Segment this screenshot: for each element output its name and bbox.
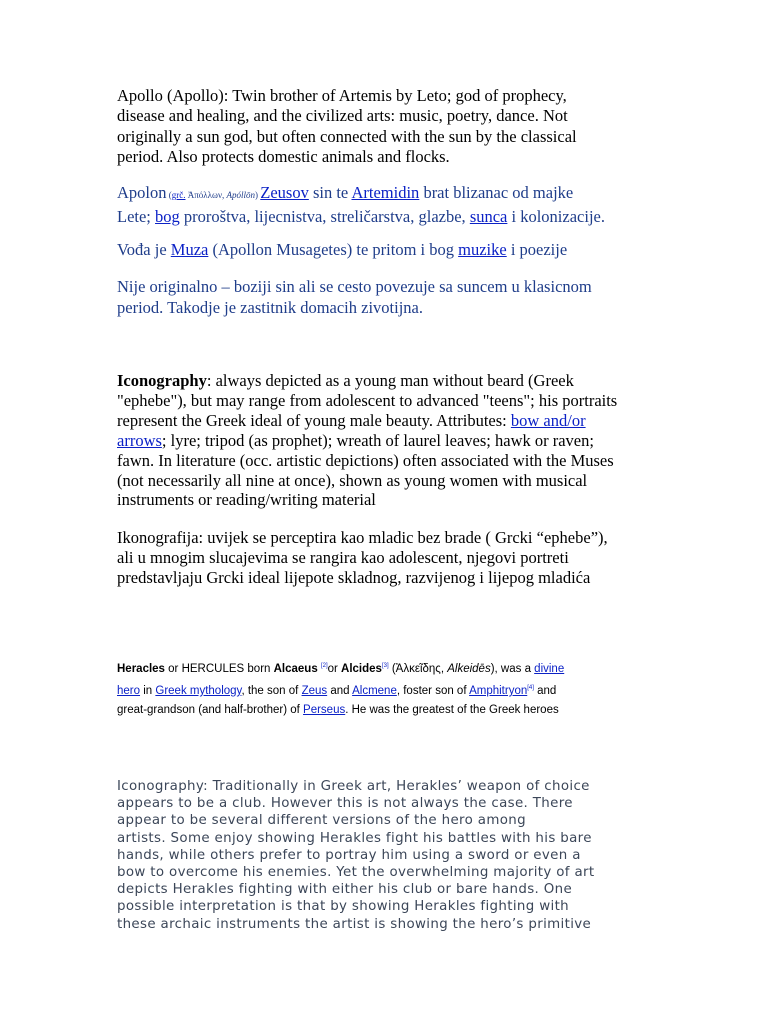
hyperlink[interactable]: Zeusov [260, 183, 309, 202]
text-line: appear to be several different versions of the hero among [117, 813, 526, 829]
text-run: , foster son of [396, 685, 470, 697]
text-run: "ephebe"), but may range from adolescent to advanced "teens"; his portraits [117, 390, 618, 410]
text-run: Vođa je [117, 240, 171, 259]
text-line: appears to be a club. However this is not always the case. There [117, 796, 573, 812]
text-line: these archaic instruments the artist is showing the hero’s primitive [117, 916, 592, 932]
hyperlink[interactable]: divine [534, 663, 565, 675]
text-run: in [140, 685, 156, 697]
text-run: period. Takodje je zastitnik domacih zivotijna. [117, 297, 423, 317]
text-line [117, 239, 567, 260]
iconography-croatian-paragraph [117, 528, 608, 588]
hyperlink[interactable]: hero [117, 685, 141, 697]
text-run: (not necessarily all nine at once), shown as young women with musical [117, 470, 588, 490]
apollo-english-paragraph [117, 86, 577, 167]
text-line [117, 411, 617, 431]
text-run: and [327, 685, 353, 697]
text-line [117, 371, 617, 391]
hyperlink[interactable]: Greek mythology [155, 685, 242, 697]
text-run: Alkeidēs [447, 663, 491, 675]
text-line [117, 701, 564, 720]
hyperlink[interactable]: bog [155, 207, 180, 226]
text-run: ; lyre; tripod (as prophet); wreath of laurel leaves; hawk or raven; [161, 430, 594, 450]
text-run: i kolonizacije. [507, 207, 605, 226]
muse-paragraph [117, 239, 567, 260]
text-line [117, 490, 617, 510]
text-line [117, 568, 608, 588]
text-line [117, 298, 592, 319]
hyperlink[interactable]: Artemidin [351, 183, 420, 202]
text-run: Heracles [117, 663, 165, 675]
text-run: Alcides [341, 663, 382, 675]
text-run: , the son of [241, 685, 302, 697]
text-line [117, 548, 608, 568]
text-run: instruments or reading/writing material [117, 490, 376, 510]
text-run: and [533, 685, 557, 697]
text-run: Apolon [117, 183, 167, 202]
text-run: Ikonografija: uvijek se perceptira kao mladic bez brade ( Grcki “ephebe”), [117, 528, 608, 547]
text-line: hands, while others prefer to portray him using a sword or even a [117, 847, 581, 863]
hyperlink[interactable]: muzike [458, 240, 507, 259]
text-run: : always depicted as a young man without beard (Greek [206, 371, 574, 390]
text-line: bow to overcome his enemies. Yet the overwhelming majority of art [117, 865, 595, 881]
text-run: proroštva, lijecnistva, streličarstva, glazbe, [179, 207, 470, 226]
hyperlink[interactable]: bow and/or [510, 410, 586, 430]
text-run: i poezije [506, 240, 568, 259]
text-line [117, 147, 577, 167]
text-line: Iconography: Traditionally in Greek art, Herakles’ weapon of choice [117, 779, 590, 794]
heracles-paragraph [117, 657, 564, 720]
text-run: or [327, 663, 342, 675]
text-line [117, 679, 564, 701]
hyperlink[interactable]: Perseus [303, 704, 346, 716]
text-line [117, 391, 617, 411]
text-line [117, 451, 617, 471]
text-run: period. Also protects domestic animals and flocks. [117, 146, 450, 166]
text-line [117, 431, 617, 451]
text-line: possible interpretation is that by showing Herakles fighting with [117, 899, 570, 915]
text-run: brat blizanac od majke [419, 183, 574, 202]
sun-croatian-paragraph [117, 277, 592, 318]
text-line [117, 528, 608, 548]
text-run: Ἀπόλλων, [185, 190, 227, 200]
text-run: represent the Greek ideal of young male beauty. Attributes: [117, 410, 511, 430]
apollo-croatian-paragraph [117, 182, 605, 227]
footnote-ref-link[interactable]: [3] [381, 663, 389, 669]
text-run: Alcaeus [273, 663, 318, 675]
text-line [117, 657, 564, 679]
text-run: or HERCULES born [164, 663, 274, 675]
text-run: Iconography [117, 371, 207, 390]
text-run: Apóllōn [226, 190, 256, 200]
hyperlink[interactable]: Alcmene [352, 685, 397, 697]
text-run: great-grandson (and half-brother) of [117, 704, 304, 716]
footnote-ref-link[interactable]: [2] [320, 663, 328, 669]
text-run: ) [255, 190, 261, 200]
text-run: fawn. In literature (occ. artistic depictions) often associated with the Muses [117, 450, 614, 470]
hyperlink[interactable]: grč. [171, 190, 186, 200]
text-line [117, 277, 592, 298]
text-line [117, 471, 617, 491]
hyperlink[interactable]: Zeus [301, 685, 328, 697]
text-run: predstavljaju Grcki ideal lijepote skladnog, razvijenog i lijepog mladića [117, 568, 591, 587]
hyperlink[interactable]: Amphitryon [469, 685, 528, 697]
text-run: ali u mnogim slucajevima se rangira kao adolescent, njegovi portreti [117, 548, 569, 567]
text-line [117, 127, 577, 147]
text-line [117, 106, 577, 126]
footnote-ref-link[interactable]: [4] [527, 685, 534, 691]
heracles-iconography-paragraph [117, 778, 595, 933]
text-run: ( [166, 190, 172, 200]
text-run: sin te [308, 183, 352, 202]
text-line [117, 86, 577, 106]
text-run: Apollo (Apollo): Twin brother of Artemis by Leto; god of prophecy, [117, 86, 567, 105]
text-run: . He was the greatest of the Greek heroes [345, 704, 559, 716]
text-run: disease and healing, and the civilized arts: music, poetry, dance. Not [117, 106, 568, 126]
hyperlink[interactable]: Muza [170, 240, 209, 259]
text-line [117, 182, 605, 206]
text-line: depicts Herakles fighting with either his club or bare hands. One [117, 882, 573, 898]
text-run: Lete; [117, 207, 156, 226]
text-run: Nije originalno – boziji sin ali se cesto povezuje sa suncem u klasicnom [117, 277, 592, 296]
text-line: artists. Some enjoy showing Herakles fight his battles with his bare [117, 830, 592, 846]
text-run: ), was a [490, 663, 535, 675]
text-run: (Ἀλκεῖδης, [388, 663, 448, 675]
text-run: originally a sun god, but often connected with the sun by the classical [117, 126, 577, 146]
iconography-english-paragraph [117, 371, 617, 510]
text-line [117, 206, 605, 227]
text-run: (Apollon Musagetes) te pritom i bog [208, 240, 459, 259]
hyperlink[interactable]: sunca [469, 207, 508, 226]
hyperlink[interactable]: arrows [117, 430, 162, 450]
